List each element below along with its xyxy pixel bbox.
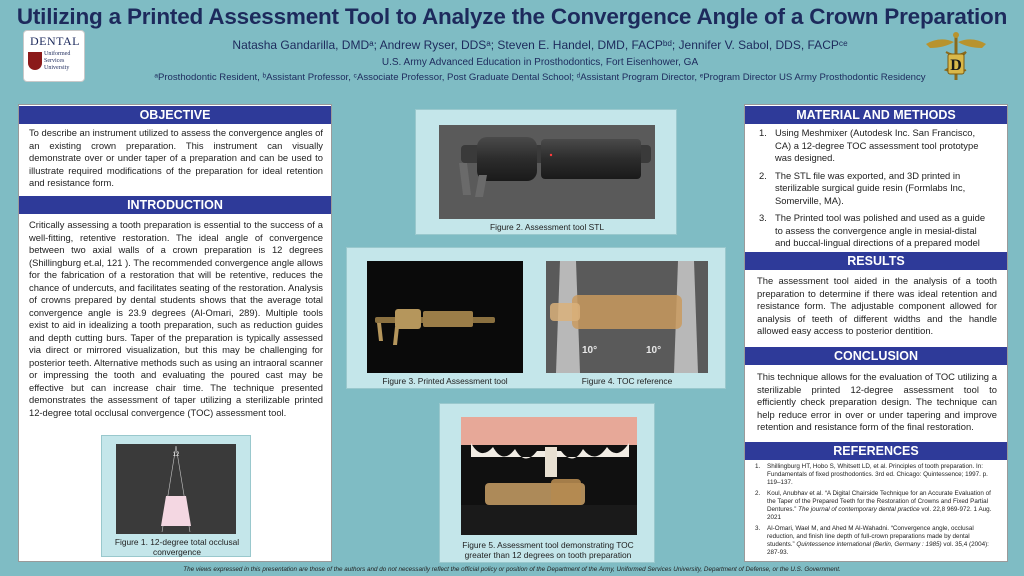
usu-dental-logo (23, 30, 85, 82)
figure-2-caption: Figure 2. Assessment tool STL (489, 222, 605, 232)
poster-header (0, 0, 1024, 92)
figure-4-caption: Figure 4. TOC reference (581, 376, 673, 386)
caduceus-icon (924, 30, 988, 84)
figure-1-box (101, 435, 251, 557)
figure-1-taper-diagram (116, 444, 236, 534)
materials-item: 2. The STL file was exported, and 3D printed in sterilizable surgical guide resin (Formlabs Inc, Somerville, MA). (759, 169, 966, 206)
materials-item: 1. Using Meshmixer (Autodesk Inc. San Francisco, CA) a 12-degree TOC assessment tool prototype was designed. (759, 127, 979, 163)
materials-item: 3. The Printed tool was polished and used as a guide to assess the convergence angle in mesial-distal and buccal-lingual directions of a prepared model (759, 212, 986, 248)
affiliation-roles: ᵃProsthodontic Resident, ᵇAssistant Professor, ᶜAssociate Professor, Post Graduate Dental School; ᵈAssistant Program Director, ᵉProgram Director US Army Prosthodontic Residency (154, 72, 926, 83)
reference-item: 1. Shillingburg HT, Hobo S, Whitsett LD, et al. Principles of tooth preparation. In: Fundamentals of fixed prosthodontics. 3rd ed. Chicago: Quintessence; 1997. p. 119–137. (755, 463, 988, 486)
svg-text:10°: 10° (582, 345, 598, 356)
figure-2-box (415, 109, 677, 235)
svg-text:12: 12 (172, 452, 180, 458)
figure-3-printed-tool-photo (367, 261, 523, 373)
disclaimer-footer: The views expressed in this presentation are those of the authors and do not necessarily reflect the official policy or position of the Department of the Army, Uniformed Services University, Department of Defense, or the U.S. Government. (183, 566, 841, 573)
figure-5-tool-on-tooth-photo (461, 417, 637, 535)
left-column-panel (18, 104, 332, 562)
results-text: The assessment tool aided in the analysis of a tooth preparation to determine if there was ideal retention and resistance form. The adjustable component allowed for analysis of teeth of different widths and the handle allowed easy access to posterior dentition. (757, 275, 997, 336)
references-list (755, 463, 999, 560)
army-dental-corps-insignia (924, 30, 988, 84)
introduction-heading: INTRODUCTION (19, 196, 331, 214)
authors-line: Natasha Gandarilla, DMDᵃ; Andrew Ryser, DDSᵃ; Steven E. Handel, DMD, FACPᵇᵈ; Jennifer V. Sabol, DDS, FACPᶜᵉ (232, 38, 848, 52)
poster-title: Utilizing a Printed Assessment Tool to Analyze the Convergence Angle of a Crown Preparation (16, 4, 1008, 29)
objective-text: To describe an instrument utilized to assess the convergence angles of an existing crown preparation. This instrument can visually demonstrate over or under taper of a preparation and can be used to illustrate required modifications of the preparation for ideal retention and resistance form. (29, 127, 323, 188)
figure-5-caption: Figure 5. Assessment tool demonstrating TOC greater than 12 degrees on tooth preparation (462, 540, 634, 560)
conclusion-heading: CONCLUSION (745, 347, 1007, 365)
introduction-text: Critically assessing a tooth preparation is essential to the success of a well-fitting, retentive restoration. The ideal angle of convergence between two axial walls of a crown preparation is 12 degrees (Shillingburg et.al, 121 ). The recommended convergence angle allows for the fabrication of a restoration that will be retentive, reduces the chance of undercuts, and facilitates seating of the restoration. Analysis of crowns prepared by dental students shows that the average total convergence angle is 23.9 degrees (Al-Omari, 289). Multiple tools exist to aid in idealizing a tooth preparation, such as reduction guides and depth cutting burs. Taper of the preparation is typically assessed via direct or mirrored visualization, but this may be challenging for posterior teeth. Alternative methods such as using an intraoral scanner or impressing the tooth and evaluating the poured cast may be effective but can increase chair time. The technique presented demonstrates the assessment of taper utilizing a sterilizable printed 12-degree total occlusal convergence (TOC) assessment tool. (29, 219, 323, 418)
references-heading: REFERENCES (745, 442, 1007, 460)
reference-item: 3. Al-Omari, Wael M, and Ahed M Al-Wahadni. “Convergence angle, occlusal reduction, and finish line depth of full-crown preparations made by dental students.” Quintessence international (Berlin, Germany : 1985) vol. 35,4 (2004): 287-93. (755, 525, 989, 556)
svg-text:10°: 10° (646, 345, 662, 356)
objective-heading: OBJECTIVE (19, 106, 331, 124)
materials-list (759, 127, 991, 267)
figure-3-4-box (346, 247, 726, 389)
right-column-panel (744, 104, 1008, 562)
affiliation-main: U.S. Army Advanced Education in Prosthodontics, Fort Eisenhower, GA (381, 57, 699, 68)
shield-icon (28, 52, 42, 70)
conclusion-text: This technique allows for the evaluation of TOC utilizing a sterilizable printed 12-degree assessment tool to efficiently check preparation design. The technique can help reduce error in over or under tapering and improve retention and resistance form of the final restoration. (757, 371, 997, 432)
figure-2-stl-render (439, 125, 655, 219)
reference-item: 2. Koul, Anubhav et al. “A Digital Chairside Technique for an Accurate Evaluation of the Taper of the Prepared Teeth for the Restoration of Crowns and Fixed Partial Dentures.” The journal of contemporary dental practice vol. 22,8 969-972. 1 Aug. 2021 (755, 490, 992, 521)
figure-5-box (439, 403, 655, 563)
figure-1-caption: Figure 1. 12-degree total occlusal convergence (114, 537, 240, 557)
figure-4-toc-reference-photo (546, 261, 708, 373)
svg-text:D: D (950, 57, 962, 74)
logo-dental-text: DENTAL (29, 34, 81, 48)
logo-university-text: Uniformed Services University (44, 51, 71, 71)
materials-heading: MATERIAL AND METHODS (745, 106, 1007, 124)
figure-3-caption: Figure 3. Printed Assessment tool (382, 376, 508, 386)
results-heading: RESULTS (745, 252, 1007, 270)
